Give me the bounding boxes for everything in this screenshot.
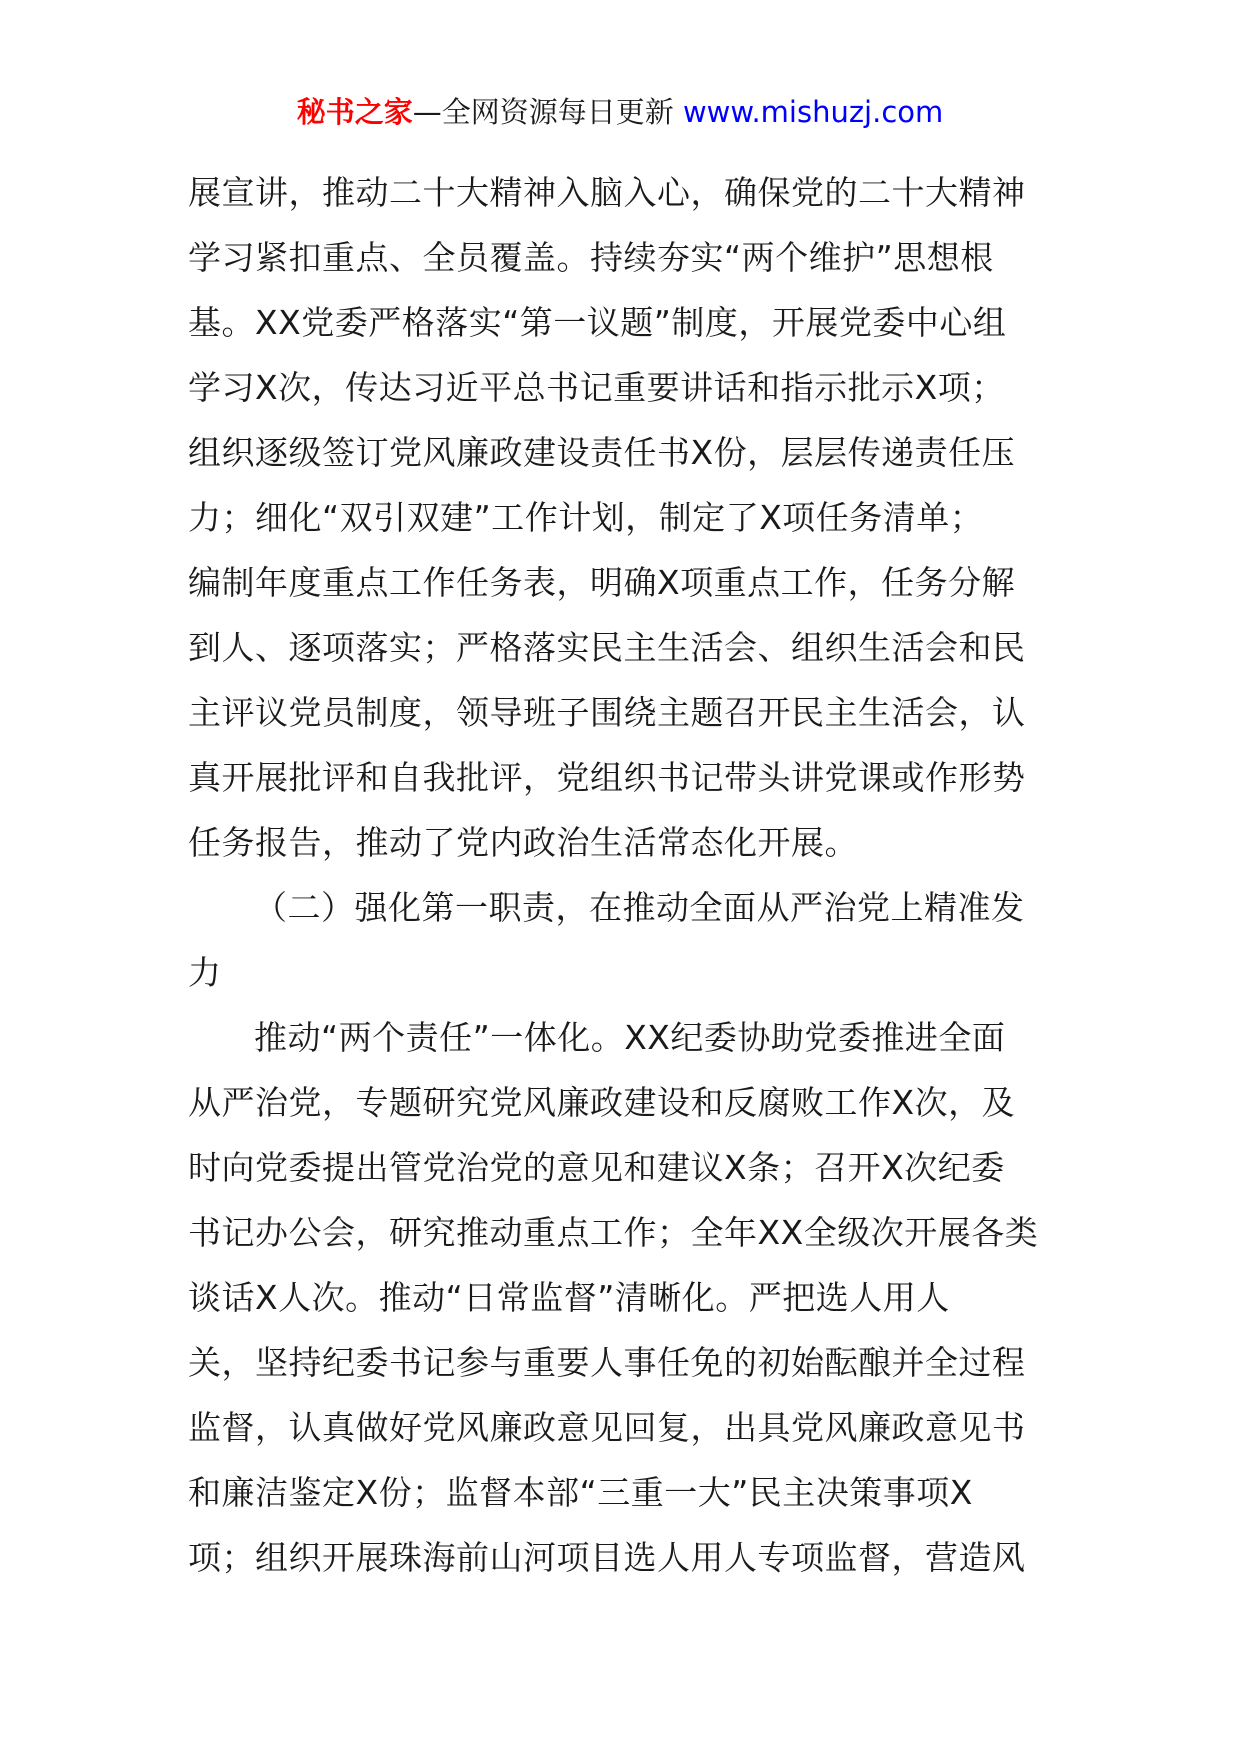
- site-header: [0, 92, 1240, 132]
- document-body: [188, 160, 1056, 1590]
- body-line: 任务报告，推动了党内政治生活常态化开展。: [188, 823, 858, 862]
- site-tagline: —全网资源每日更新: [412, 95, 674, 129]
- body-line: 展宣讲，推动二十大精神入脑入心，确保党的二十大精神: [188, 173, 1026, 212]
- site-brand: 秘书之家: [296, 95, 413, 129]
- body-line: 学习X次，传达习近平总书记重要讲话和指示批示X项；: [188, 368, 1005, 407]
- body-line: 时向党委提出管党治党的意见和建议X条；召开X次纪委: [188, 1148, 1005, 1187]
- body-line: 基。XX党委严格落实“第一议题”制度，开展党委中心组: [188, 303, 1007, 342]
- body-line: 到人、逐项落实；严格落实民主生活会、组织生活会和民: [188, 628, 1026, 667]
- body-line: 真开展批评和自我批评，党组织书记带头讲党课或作形势: [188, 758, 1026, 797]
- body-line: 组织逐级签订党风廉政建设责任书X份，层层传递责任压: [188, 433, 1016, 472]
- site-url-link[interactable]: www.mishuzj.com: [682, 95, 944, 129]
- paragraph-start-line: 推动“两个责任”一体化。XX纪委协助党委推进全面: [254, 1018, 1006, 1057]
- section-heading-continuation: 力: [188, 953, 222, 992]
- body-line: 主评议党员制度，领导班子围绕主题召开民主生活会，认: [188, 693, 1026, 732]
- body-line: 监督，认真做好党风廉政意见回复，出具党风廉政意见书: [188, 1408, 1026, 1447]
- body-line: 关，坚持纪委书记参与重要人事任免的初始酝酿并全过程: [188, 1343, 1026, 1382]
- body-line: 从严治党，专题研究党风廉政建设和反腐败工作X次，及: [188, 1083, 1016, 1122]
- body-line: 力；细化“双引双建”工作计划，制定了X项任务清单；: [188, 498, 984, 537]
- body-line: 项；组织开展珠海前山河项目选人用人专项监督，营造风: [188, 1538, 1026, 1577]
- body-line: 和廉洁鉴定X份；监督本部“三重一大”民主决策事项X: [188, 1473, 973, 1512]
- body-line: 书记办公会，研究推动重点工作；全年XX全级次开展各类: [188, 1213, 1039, 1252]
- body-line: 编制年度重点工作任务表，明确X项重点工作，任务分解: [188, 563, 1016, 602]
- body-line: 谈话X人次。推动“日常监督”清晰化。严把选人用人: [188, 1278, 950, 1317]
- body-line: 学习紧扣重点、全员覆盖。持续夯实“两个维护”思想根: [188, 238, 994, 277]
- section-heading: （二）强化第一职责，在推动全面从严治党上精准发: [254, 888, 1025, 927]
